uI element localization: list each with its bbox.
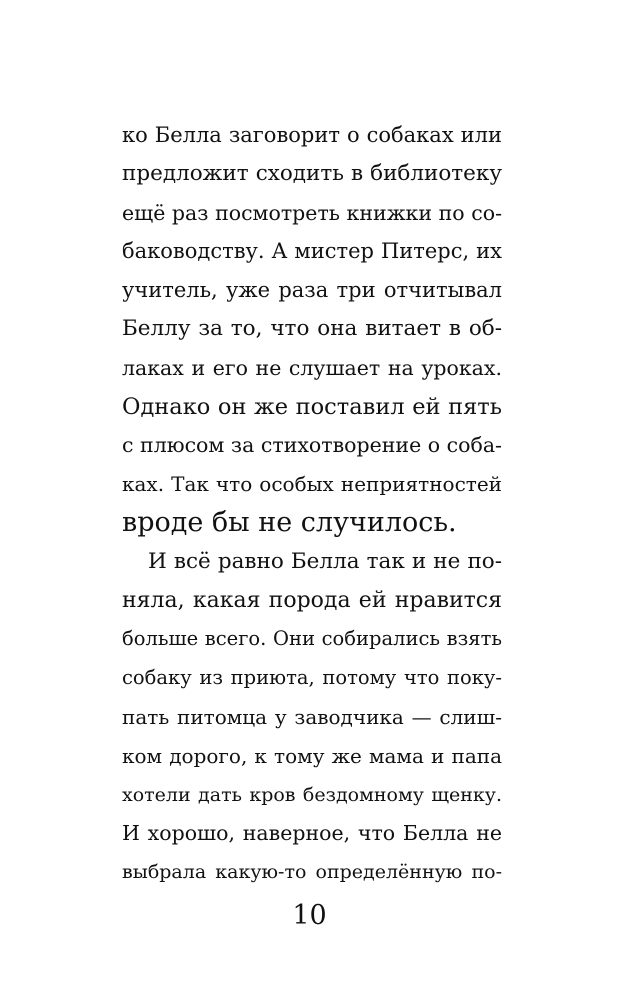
text-line: пать питомца у заводчика — слиш- bbox=[122, 704, 502, 729]
body-text bbox=[122, 116, 502, 892]
text-line: выбрала какую-то определённую по- bbox=[122, 861, 502, 884]
text-line: Однако он же поставил ей пять bbox=[122, 393, 502, 420]
text-line: больше всего. Они собирались взять bbox=[122, 627, 502, 651]
text-line: лаках и его не слушает на уроках. bbox=[122, 355, 502, 380]
text-line: баководству. А мистер Питерс, их bbox=[122, 239, 502, 264]
text-line: ках. Так что особых неприятностей bbox=[122, 472, 502, 497]
text-line: ко Белла заговорит о собаках или bbox=[122, 123, 502, 147]
page-number: 10 bbox=[292, 900, 327, 931]
text-line: предложит сходить в библиотеку bbox=[122, 160, 502, 186]
text-line: хотели дать кров бездомному щенку. bbox=[122, 783, 502, 806]
text-line: няла, какая порода ей нравится bbox=[122, 587, 502, 613]
text-line: ком дорого, к тому же мама и папа bbox=[122, 743, 502, 768]
text-line: И всё равно Белла так и не по- bbox=[148, 548, 502, 574]
text-line: вроде бы не случилось. bbox=[122, 506, 457, 538]
text-line: собаку из приюта, потому что поку- bbox=[122, 666, 502, 690]
text-line: с плюсом за стихотворение о соба- bbox=[122, 433, 502, 458]
text-line: ещё раз посмотреть книжки по со- bbox=[122, 200, 502, 225]
text-line: учитель, уже раза три отчитывал bbox=[122, 278, 502, 303]
text-line: Беллу за то, что она витает в об- bbox=[122, 315, 502, 341]
text-line: И хорошо, наверное, что Белла не bbox=[122, 821, 502, 846]
